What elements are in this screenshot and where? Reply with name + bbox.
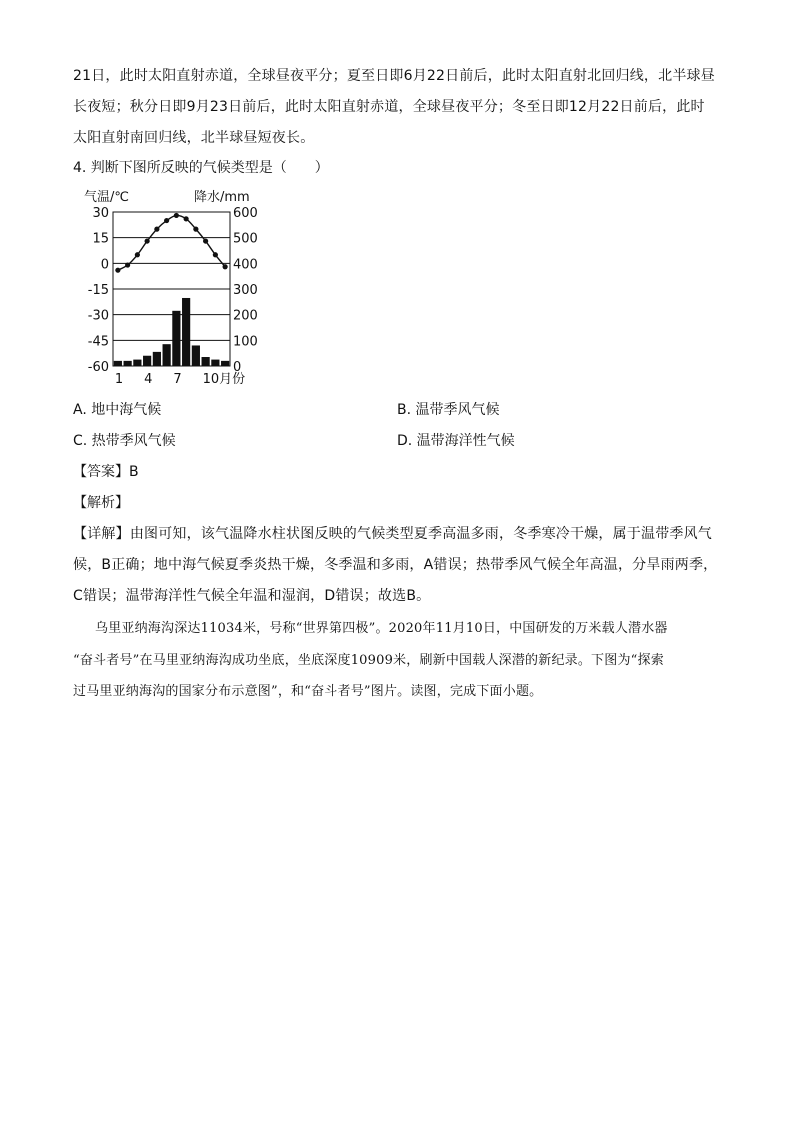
detail-label: 【详解】 <box>73 526 130 542</box>
x-tick-label: 4 <box>144 372 153 387</box>
answer-value: B <box>129 464 139 480</box>
y-left-tick-label: -30 <box>87 308 109 324</box>
x-tick-label: 10月份 <box>202 372 246 387</box>
precipitation-bar <box>182 298 190 366</box>
passage-line-3: 过马里亚纳海沟的国家分布示意图”，和“奋斗者号”图片。读图，完成下面小题。 <box>73 684 543 699</box>
x-tick-label: 7 <box>173 372 182 387</box>
temperature-point <box>135 252 140 257</box>
temperature-point <box>193 227 198 232</box>
option-a: A. 地中海气候 <box>73 402 162 418</box>
analysis-label: 【解析】 <box>73 495 129 511</box>
y-left-tick-label: -15 <box>87 283 109 298</box>
paragraph-line-3: 太阳直射南回归线，北半球昼短夜长。 <box>73 130 315 146</box>
precipitation-bar <box>202 357 210 366</box>
temperature-point <box>154 227 159 232</box>
y-left-tick-label: -45 <box>87 334 109 350</box>
temperature-point <box>174 213 179 218</box>
temperature-point <box>164 218 169 223</box>
y-left-tick-label: 0 <box>100 257 109 273</box>
x-tick-label: 1 <box>114 372 124 387</box>
detail-text-1: 由图可知，该气温降水柱状图反映的气候类型夏季高温多雨，冬季寒冷干燥，属于温带季风气 <box>129 526 713 542</box>
detail-line-1 <box>73 524 712 544</box>
y-right-tick-label: 200 <box>233 308 258 324</box>
y-right-tick-label: 100 <box>233 334 258 350</box>
temperature-point <box>184 216 189 221</box>
precipitation-bar <box>192 345 200 366</box>
y-right-tick-label: 300 <box>233 283 258 298</box>
y-right-tick-label: 600 <box>233 206 258 221</box>
precipitation-bar <box>133 360 141 366</box>
y-left-tick-label: 15 <box>92 231 109 247</box>
temperature-point <box>145 238 150 243</box>
option-c: C. 热带季风气候 <box>73 433 176 449</box>
precipitation-bar <box>221 361 229 366</box>
answer-label: 【答案】 <box>73 464 129 480</box>
precipitation-bar <box>172 311 180 366</box>
precipitation-bar <box>124 361 132 366</box>
precipitation-bar <box>211 360 219 366</box>
precipitation-bar <box>143 356 151 366</box>
precipitation-bar <box>114 361 122 366</box>
paragraph-line-1: 21日，此时太阳直射赤道，全球昼夜平分；夏至日即6月22日前后，此时太阳直射北回归线，北半球昼 <box>73 68 715 84</box>
precipitation-bar <box>163 344 171 366</box>
detail-line-3: C错误；温带海洋性气候全年温和湿润，D错误；故选B。 <box>73 588 431 604</box>
y-right-tick-label: 500 <box>233 231 258 247</box>
option-b: B. 温带季风气候 <box>397 402 500 418</box>
answer-row <box>73 462 139 482</box>
temperature-point <box>125 262 130 267</box>
y-right-axis-label: 降水/mm <box>194 190 250 205</box>
precipitation-bar <box>153 352 161 366</box>
temperature-point <box>115 268 120 273</box>
passage-line-2: “奋斗者号”在马里亚纳海沟成功坐底，坐底深度10909米，刷新中国载人深潜的新纪录。下图为“探索 <box>73 653 664 668</box>
option-d: D. 温带海洋性气候 <box>397 433 515 449</box>
temperature-point <box>213 252 218 257</box>
temperature-point <box>223 264 228 269</box>
y-right-tick-label: 0 <box>233 360 242 375</box>
detail-line-2: 候，B正确；地中海气候夏季炎热干燥，冬季温和多雨，A错误；热带季风气候全年高温，分旱雨两季， <box>73 557 718 573</box>
y-left-tick-label: -60 <box>87 360 109 375</box>
climate-chart <box>80 184 280 396</box>
paragraph-line-2: 长夜短；秋分日即9月23日前后，此时太阳直射赤道，全球昼夜平分；冬至日即12月22日前后，此时 <box>73 99 705 115</box>
passage-line-1: 乌里亚纳海沟深达11034米，号称“世界第四极”。2020年11月10日，中国研发的万米载人潜水器 <box>95 621 668 636</box>
temperature-line <box>118 215 225 270</box>
question-text: 4. 判断下图所反映的气候类型是（ ） <box>73 160 329 176</box>
y-left-axis-label: 气温/℃ <box>84 190 129 205</box>
temperature-point <box>203 238 208 243</box>
y-right-tick-label: 400 <box>233 257 258 273</box>
y-left-tick-label: 30 <box>92 206 109 221</box>
